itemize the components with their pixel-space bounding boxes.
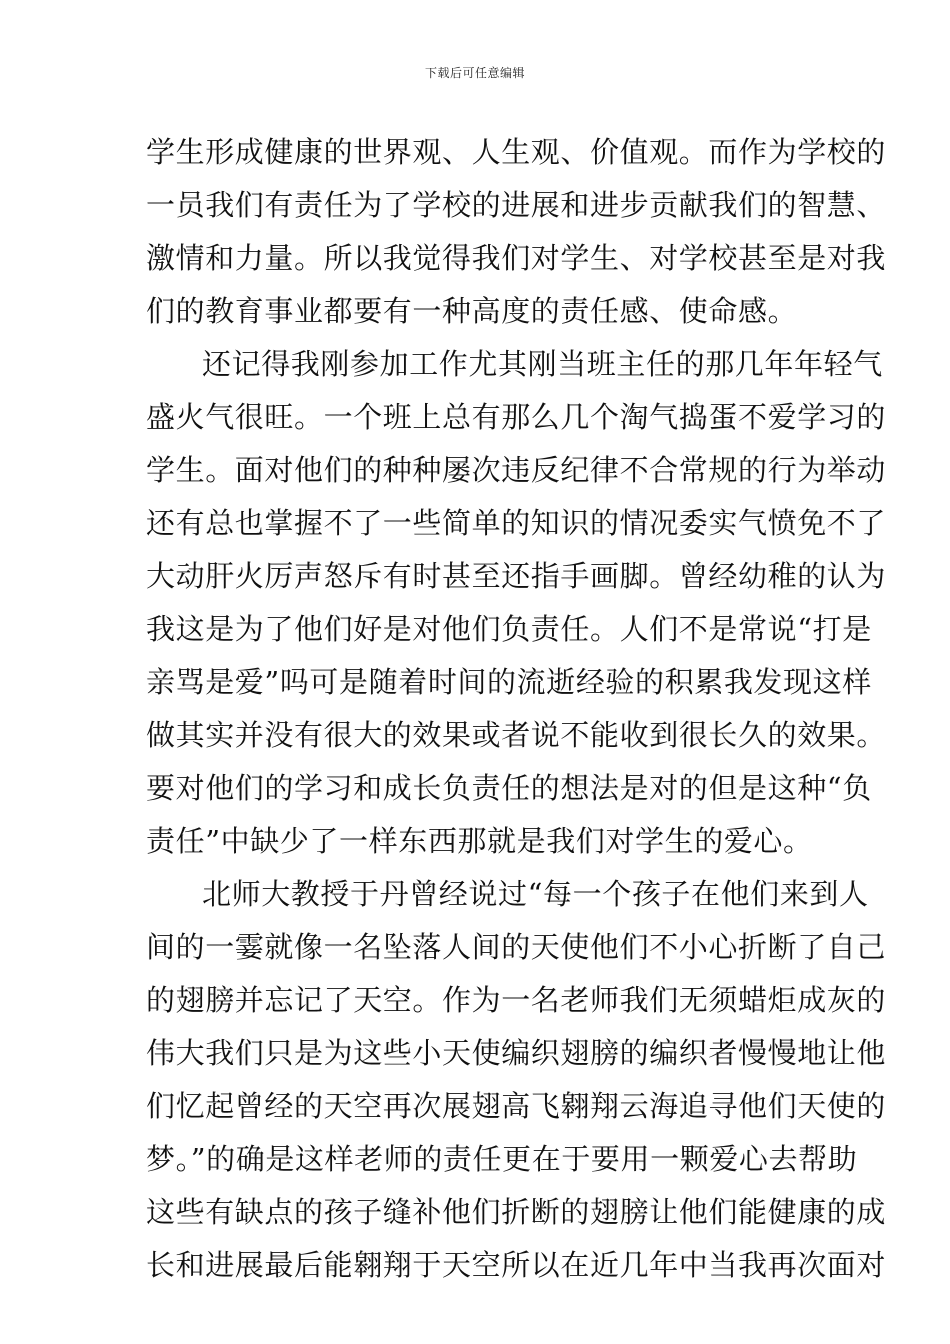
text-line: 要对他们的学习和成长负责任的想法是对的但是这种“负 [146,771,872,805]
text-line: 责任”中缺少了一样东西那就是我们对学生的爱心。 [146,824,813,858]
page-header: 下载后可任意编辑 [424,66,525,80]
text-line: 盛火气很旺。一个班上总有那么几个淘气捣蛋不爱学习的 [146,400,887,434]
text-line: 学生形成健康的世界观、人生观、价值观。而作为学校的 [146,135,887,169]
text-line: 激情和力量。所以我觉得我们对学生、对学校甚至是对我 [146,241,887,275]
text-line: 间的一霎就像一名坠落人间的天使他们不小心折断了自己 [146,930,887,964]
paragraph-first-line: 还记得我刚参加工作尤其刚当班主任的那几年年轻气 [202,347,883,381]
text-line: 们的教育事业都要有一种高度的责任感、使命感。 [146,294,798,328]
text-line: 梦。”的确是这样老师的责任更在于要用一颗爱心去帮助 [146,1142,858,1176]
text-line: 亲骂是爱”吗可是随着时间的流逝经验的积累我发现这样 [146,665,872,699]
text-line: 这些有缺点的孩子缝补他们折断的翅膀让他们能健康的成 [146,1195,887,1229]
body-text [146,126,887,1292]
text-line: 的翅膀并忘记了天空。作为一名老师我们无须蜡炬成灰的 [146,983,887,1017]
text-line: 还有总也掌握不了一些简单的知识的情况委实气愤免不了 [146,506,887,540]
text-line: 长和进展最后能翱翔于天空所以在近几年中当我再次面对 [146,1248,887,1282]
paragraph-first-line: 北师大教授于丹曾经说过“每一个孩子在他们来到人 [202,877,869,911]
text-line: 一员我们有责任为了学校的进展和进步贡献我们的智慧、 [146,188,887,222]
text-line: 做其实并没有很大的效果或者说不能收到很长久的效果。 [146,718,887,752]
text-line: 大动肝火厉声怒斥有时甚至还指手画脚。曾经幼稚的认为 [146,559,887,593]
text-line: 我这是为了他们好是对他们负责任。人们不是常说“打是 [146,612,872,646]
text-line: 伟大我们只是为这些小天使编织翅膀的编织者慢慢地让他 [146,1036,887,1070]
text-line: 们忆起曾经的天空再次展翅高飞翱翔云海追寻他们天使的 [146,1089,887,1123]
text-line: 学生。面对他们的种种屡次违反纪律不合常规的行为举动 [146,453,887,487]
